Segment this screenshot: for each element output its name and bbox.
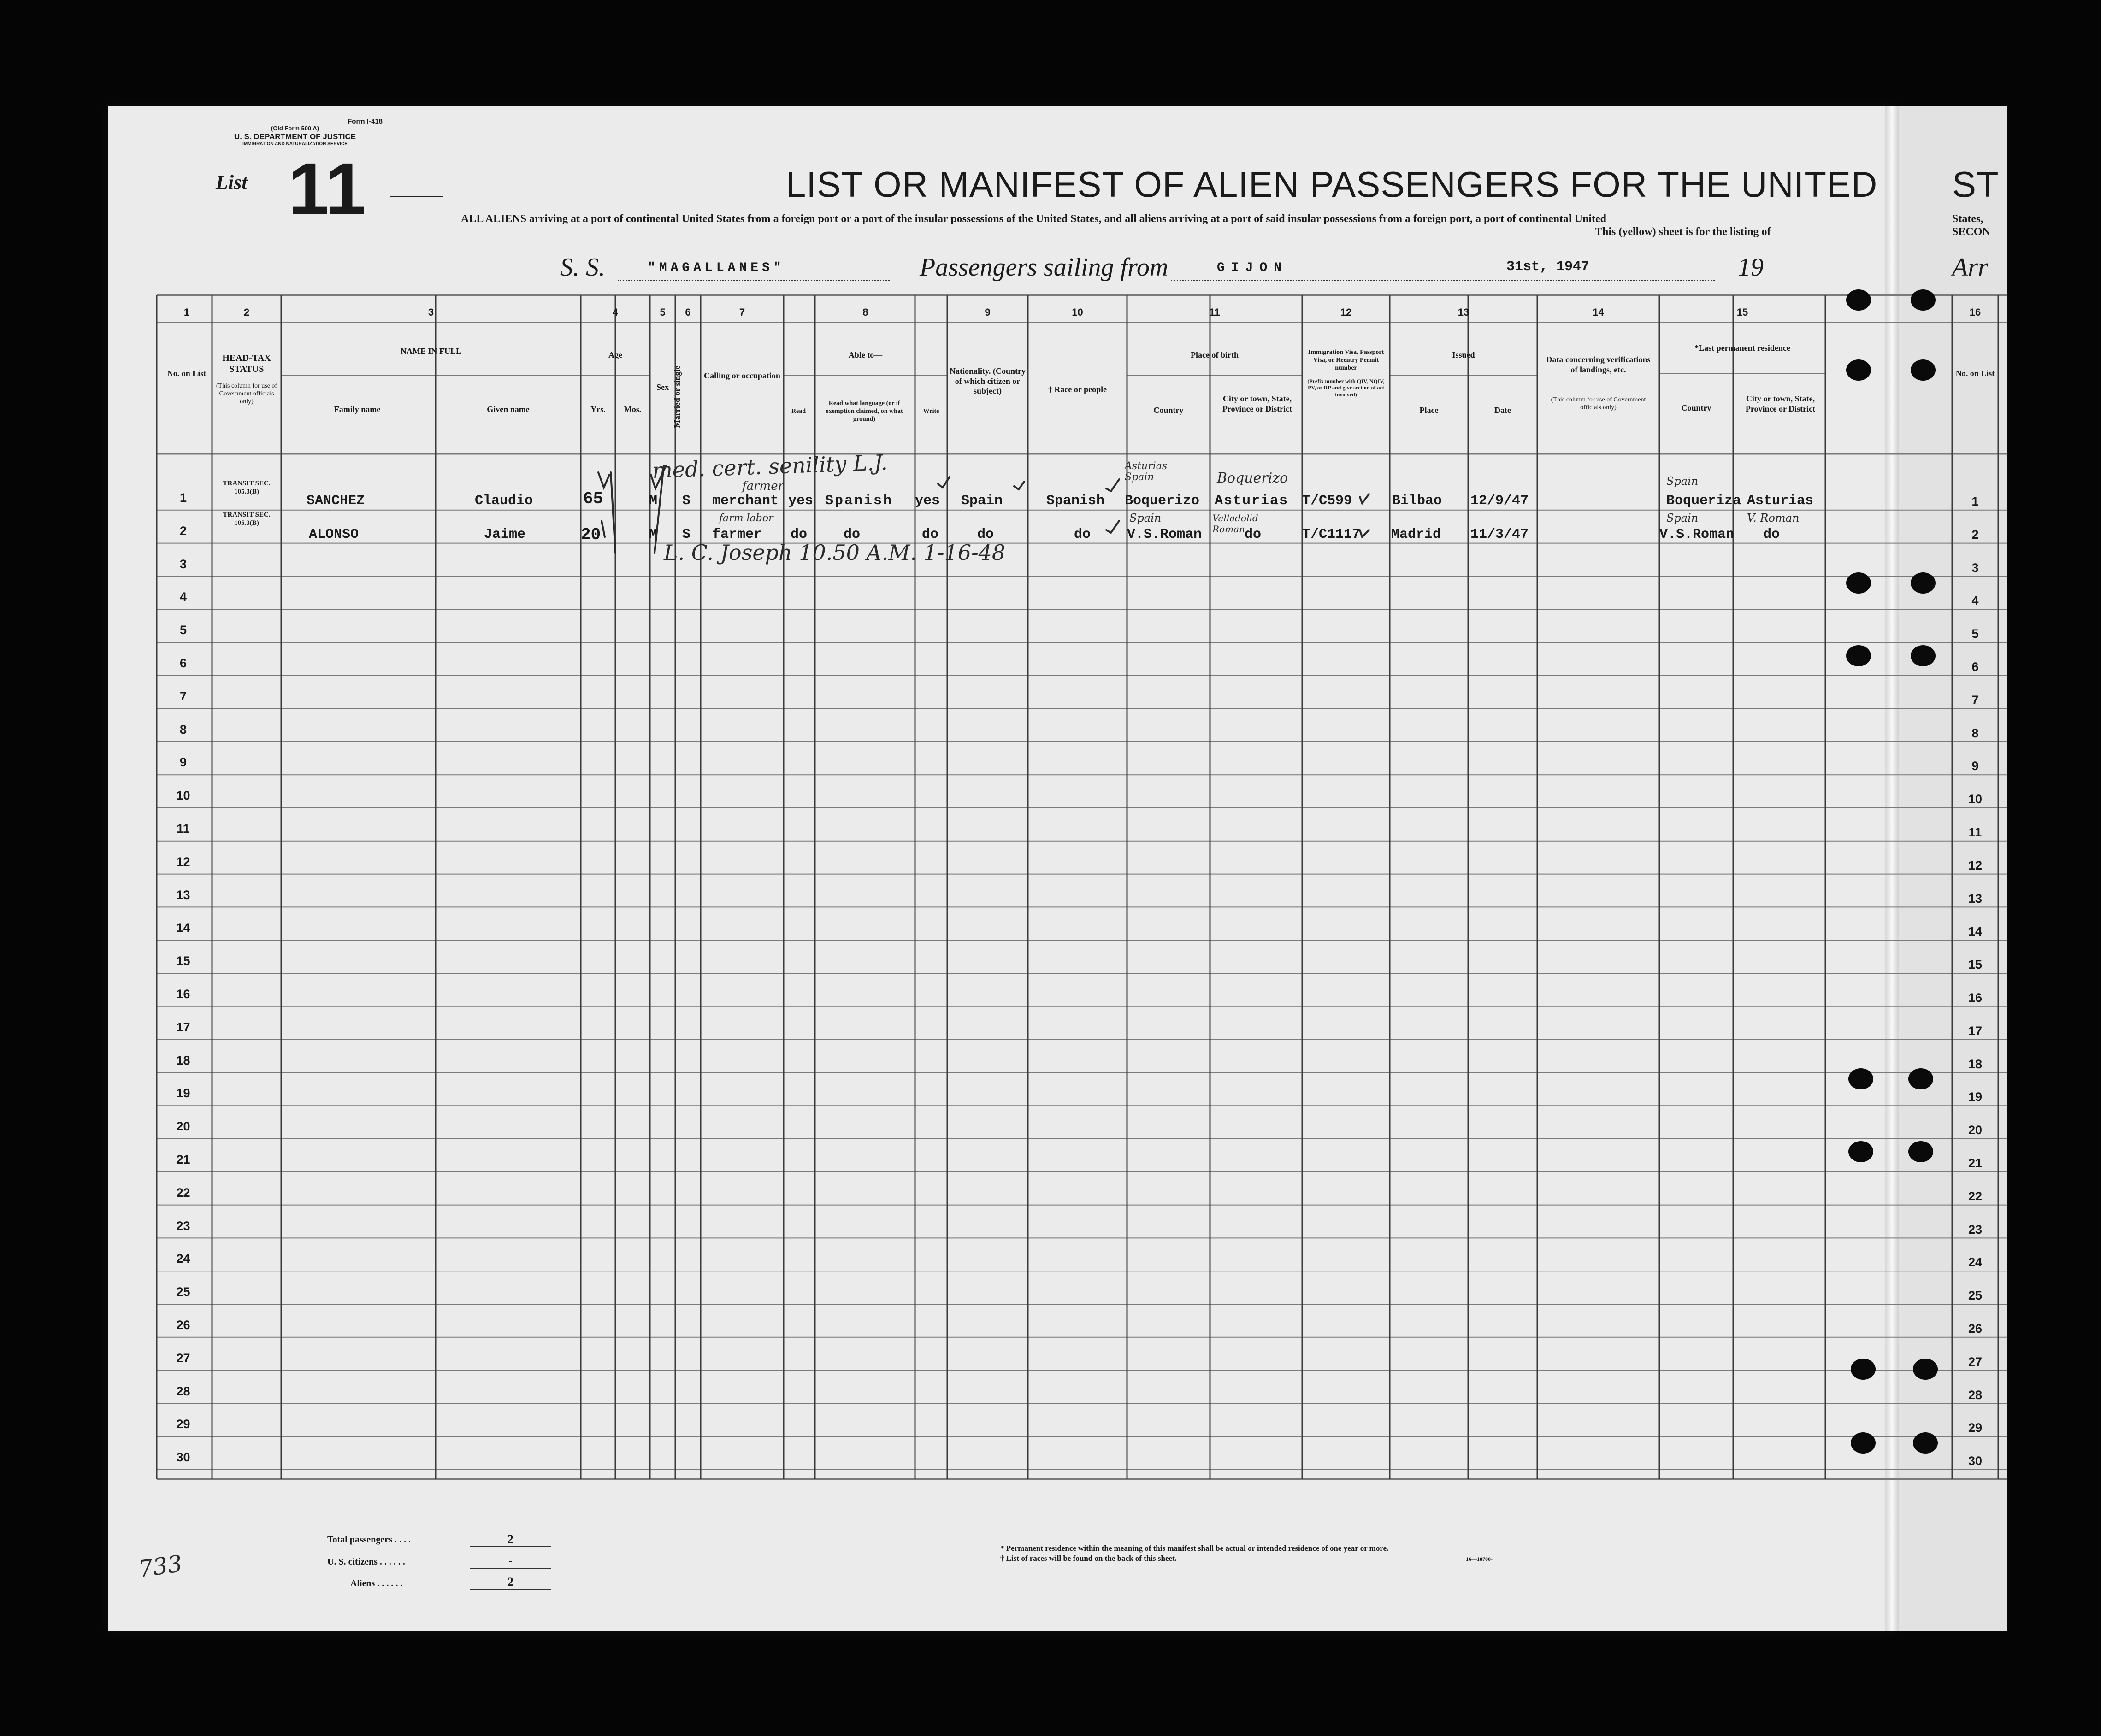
- row1-calling: merchant: [712, 493, 779, 509]
- punch-hole: [1908, 1141, 1933, 1162]
- header-sex: Sex: [656, 383, 669, 392]
- row-number: 24: [1968, 1255, 1983, 1270]
- us-citizens-value: -: [470, 1554, 551, 1569]
- row1-issued-date: 12/9/47: [1470, 493, 1529, 509]
- row1-write: yes: [915, 493, 940, 509]
- row-number: 8: [1971, 726, 1979, 740]
- row2-res-country: V.S.Roman: [1659, 527, 1735, 542]
- colnum-16: 16: [1969, 306, 1981, 318]
- row2-write: do: [922, 527, 939, 542]
- print-code: 16—18700-: [1466, 1556, 1493, 1562]
- row-number: 20: [1968, 1123, 1983, 1137]
- row-number: 16: [176, 987, 190, 1001]
- row-number: 2: [179, 524, 187, 538]
- row1-birth-country: Boquerizo: [1125, 493, 1200, 509]
- row-number: 20: [176, 1119, 190, 1134]
- row2-sex: M: [649, 527, 658, 542]
- row-number: 19: [176, 1086, 190, 1100]
- header-race: † Race or people: [1048, 385, 1107, 394]
- punch-hole: [1911, 289, 1936, 311]
- punch-hole: [1846, 572, 1871, 594]
- tick-row2-age: [602, 521, 605, 537]
- row2-visa: T/C1117: [1302, 527, 1361, 542]
- colnum-6: 6: [685, 306, 691, 318]
- row1-marital: S: [682, 493, 691, 509]
- row2-race: do: [1074, 527, 1091, 542]
- header-place-of-birth: Place of birth: [1191, 350, 1239, 359]
- header-married-single: Married or single: [673, 365, 682, 428]
- row-number: 5: [179, 623, 187, 637]
- header-issued: Issued: [1452, 350, 1475, 359]
- header-landings: Data concerning verifications of landings, etc.: [1546, 355, 1651, 374]
- form-old-number: (Old Form 500 A): [271, 125, 319, 132]
- check-mark-visa-1: [1360, 494, 1369, 503]
- colnum-7: 7: [739, 306, 745, 318]
- row-number: 13: [1968, 891, 1983, 906]
- next-page-sub-1: States,: [1952, 213, 1983, 225]
- row2-head-tax: TRANSIT SEC. 105.3(B): [223, 511, 271, 527]
- row1-given-name: Claudio: [475, 493, 533, 509]
- us-citizens-label-text: U. S. citizens: [327, 1557, 378, 1567]
- row-number: 26: [176, 1318, 190, 1332]
- colnum-15: 15: [1736, 306, 1748, 318]
- row-number: 19: [1968, 1090, 1983, 1104]
- header-head-tax: HEAD-TAX STATUS: [222, 353, 271, 374]
- row-number: 29: [176, 1417, 190, 1431]
- row1-issued-place: Bilbao: [1392, 493, 1442, 509]
- row-number: 25: [176, 1285, 190, 1299]
- instruction-line-1: ALL ALIENS arriving at a port of continental United States from a foreign port or a port of the insular possessions of the United States, and all aliens arriving at a port of said insular possessions from a foreign port, a port of continental United: [461, 213, 1606, 225]
- row-number: 22: [1968, 1189, 1983, 1203]
- colnum-10: 10: [1072, 306, 1083, 318]
- us-citizens-label: U. S. citizens . . . . . .: [327, 1557, 405, 1567]
- row-number: 23: [176, 1218, 190, 1233]
- header-no-on-list: No. on List: [167, 369, 207, 378]
- handwritten-farm-labor-note: farm labor: [719, 512, 773, 524]
- row-number: 4: [179, 590, 187, 604]
- header-age-yrs: Yrs.: [590, 405, 606, 414]
- row-number: 11: [1968, 825, 1982, 839]
- punch-hole: [1851, 1359, 1876, 1380]
- aliens-label-text: Aliens: [350, 1578, 375, 1589]
- header-given-name: Given name: [487, 405, 530, 414]
- row-number: 9: [179, 755, 187, 770]
- row1-head-tax: TRANSIT SEC. 105.3(B): [223, 480, 271, 495]
- check-mark-visa-2: [1360, 530, 1369, 537]
- header-birth-city: City or town, State, Province or District: [1222, 394, 1292, 413]
- row-number: 3: [179, 557, 187, 571]
- list-number: 11: [288, 147, 366, 230]
- punch-hole: [1913, 1359, 1938, 1380]
- colnum-8: 8: [862, 306, 868, 318]
- colnum-12: 12: [1340, 306, 1352, 318]
- header-write: Write: [923, 408, 939, 415]
- row-number: 12: [176, 854, 190, 869]
- header-family-name: Family name: [334, 405, 381, 414]
- row1-sex: M: [649, 493, 658, 509]
- row1-age-yrs: 65: [583, 489, 603, 508]
- header-visa: Immigration Visa, Passport Visa, or Reentry Permit number: [1308, 349, 1384, 371]
- total-passengers-label: Total passengers . . . .: [327, 1535, 411, 1545]
- colnum-11: 11: [1209, 306, 1220, 318]
- row-number: 24: [176, 1252, 190, 1266]
- list-label: List: [216, 171, 248, 194]
- row1-visa: T/C599: [1302, 493, 1352, 509]
- row-number: 11: [177, 822, 190, 836]
- handwritten-res-note-1: Spain: [1666, 475, 1699, 488]
- footnote-races: † List of races will be found on the back of this sheet.: [1000, 1554, 1177, 1563]
- row2-read: do: [791, 527, 808, 542]
- colnum-14: 14: [1593, 306, 1604, 318]
- page-title: LIST OR MANIFEST OF ALIEN PASSENGERS FOR THE UNITED: [786, 164, 1878, 205]
- handwritten-margin-number: 733: [136, 1550, 184, 1583]
- row-number: 26: [1968, 1322, 1983, 1336]
- row-number: 6: [1971, 660, 1979, 674]
- form-number: Form I-418: [348, 118, 383, 125]
- row-number: 1: [179, 491, 187, 505]
- check-mark-nationality: [1014, 482, 1024, 489]
- instruction-line-2: This (yellow) sheet is for the listing of: [1595, 226, 1771, 238]
- total-passengers-value: 2: [470, 1532, 551, 1547]
- aliens-label: Aliens . . . . . .: [350, 1578, 403, 1589]
- row-number: 18: [1968, 1057, 1983, 1071]
- row-number: 28: [1968, 1388, 1983, 1402]
- row2-calling: farmer: [712, 527, 762, 542]
- punch-hole: [1846, 645, 1871, 666]
- header-last-residence: *Last permanent residence: [1694, 343, 1790, 353]
- punch-hole: [1911, 572, 1936, 594]
- sailing-label: Passengers sailing from: [920, 253, 1169, 282]
- header-age-mos: Mos.: [624, 405, 642, 414]
- inspector-signature: L. C. Joseph 10.50 A.M. 1-16-48: [664, 540, 1006, 565]
- punch-hole: [1908, 1068, 1933, 1089]
- header-read: Read: [791, 408, 806, 415]
- header-res-city: City or town, State, Province or District: [1745, 394, 1816, 413]
- header-head-tax-note: (This column for use of Government officials only): [216, 383, 277, 405]
- header-visa-note: (Prefix number with QIV, NQIV, PV, or RP and give section of act involved): [1307, 378, 1385, 398]
- handwritten-birth-note-2b: Valladolid Roman: [1212, 512, 1258, 535]
- header-able-to: Able to—: [848, 350, 883, 359]
- row-number: 7: [1971, 693, 1979, 707]
- header-birth-country: Country: [1153, 406, 1184, 415]
- department-name: U. S. DEPARTMENT OF JUSTICE: [234, 132, 356, 141]
- header-name-in-full: NAME IN FULL: [400, 347, 461, 356]
- check-mark-race-2: [1106, 521, 1119, 533]
- handwritten-birth-note-2: Spain: [1129, 512, 1162, 524]
- row-number: 8: [179, 722, 187, 736]
- row1-language: Spanish: [825, 493, 893, 509]
- colnum-3: 3: [428, 306, 434, 318]
- ship-name: "MAGALLANES": [648, 261, 785, 275]
- handwritten-birth-note-1: Asturias Spain: [1125, 460, 1168, 483]
- row-number: 23: [1968, 1222, 1983, 1236]
- row-number: 22: [176, 1185, 190, 1200]
- row-number: 15: [1968, 958, 1983, 972]
- row-number: 27: [176, 1351, 190, 1365]
- header-issued-place: Place: [1419, 406, 1439, 415]
- row-number: 7: [179, 689, 187, 703]
- ss-label: S. S.: [560, 253, 605, 282]
- header-nationality: Nationality. (Country of which citizen or subject): [950, 366, 1026, 396]
- handwritten-birth-note-1b: Boquerizo: [1217, 470, 1288, 486]
- punch-hole: [1848, 1141, 1873, 1162]
- row-number: 10: [176, 789, 190, 803]
- row-number: 13: [176, 888, 190, 902]
- colnum-5: 5: [660, 306, 666, 318]
- punch-hole: [1913, 1432, 1938, 1454]
- row-number: 21: [1968, 1156, 1983, 1170]
- row-number: 30: [176, 1450, 190, 1465]
- punch-hole: [1848, 1068, 1873, 1089]
- sailing-date: 31st, 1947: [1506, 259, 1590, 275]
- colnum-1: 1: [183, 306, 190, 318]
- punch-hole: [1911, 645, 1936, 666]
- row-number: 21: [176, 1153, 190, 1166]
- row1-family-name: SANCHEZ: [307, 493, 365, 509]
- row2-birth-country: V.S.Roman: [1127, 527, 1202, 542]
- next-header-no-on-list: No. on List: [1955, 369, 1995, 378]
- row-number: 17: [176, 1020, 190, 1034]
- row1-read: yes: [788, 493, 814, 509]
- row-number: 12: [1968, 858, 1983, 872]
- colnum-4: 4: [612, 306, 619, 318]
- row1-birth-city: Asturias: [1215, 493, 1289, 509]
- punch-hole: [1846, 289, 1871, 311]
- check-mark-age-1: [598, 472, 609, 488]
- aliens-value: 2: [470, 1575, 551, 1590]
- footnote-permanent-residence: * Permanent residence within the meaning of this manifest shall be actual or intended residence of one year or more.: [1000, 1544, 1389, 1553]
- row-number: 27: [1968, 1354, 1983, 1369]
- row2-given-name: Jaime: [484, 527, 526, 542]
- next-page-sub-2: SECON: [1952, 226, 1990, 238]
- row-number: 16: [1968, 991, 1983, 1005]
- header-issued-date: Date: [1494, 406, 1511, 415]
- header-age: Age: [608, 350, 622, 359]
- row-number: 2: [1971, 527, 1979, 541]
- header-calling: Calling or occupation: [704, 371, 780, 380]
- punch-hole: [1911, 359, 1936, 381]
- row-number: 30: [1968, 1454, 1983, 1468]
- row-number: 15: [176, 954, 190, 968]
- row-number: 14: [176, 921, 190, 935]
- row2-birth-city: do: [1245, 527, 1262, 542]
- row2-marital: S: [682, 527, 691, 542]
- row1-nationality: Spain: [961, 493, 1003, 509]
- row1-res-country: Boqueriza: [1666, 493, 1741, 509]
- row2-language: do: [844, 527, 861, 542]
- row-number: 6: [179, 656, 187, 670]
- row1-res-city: Asturias: [1747, 493, 1814, 509]
- row1-race: Spanish: [1046, 493, 1105, 509]
- row-number: 3: [1971, 560, 1979, 575]
- row-number: 9: [1971, 759, 1979, 773]
- header-landings-note: (This column for use of Government officials only): [1551, 396, 1646, 411]
- service-name: IMMIGRATION AND NATURALIZATION SERVICE: [242, 141, 348, 147]
- row2-family-name: ALONSO: [309, 527, 359, 542]
- row-number: 14: [1968, 924, 1983, 939]
- row-number: 29: [1968, 1421, 1983, 1435]
- header-read-language: Read what language (or if exemption claimed, on what ground): [826, 400, 903, 423]
- row2-issued-place: Madrid: [1391, 527, 1441, 542]
- punch-hole: [1851, 1432, 1876, 1454]
- header-res-country: Country: [1681, 403, 1711, 412]
- departure-port: GIJON: [1217, 261, 1288, 275]
- row-number: 25: [1968, 1289, 1983, 1303]
- check-mark-write: [938, 477, 950, 488]
- row-number: 5: [1971, 627, 1979, 641]
- row-number: 28: [176, 1384, 190, 1398]
- row-number: 1: [1971, 494, 1979, 508]
- check-mark-race: [1106, 479, 1119, 491]
- check-stroke-age: [611, 472, 615, 553]
- row2-age-yrs: 20: [581, 525, 601, 544]
- colnum-9: 9: [985, 306, 991, 318]
- row2-issued-date: 11/3/47: [1470, 527, 1529, 542]
- handwritten-res-note-2: Spain: [1666, 512, 1699, 524]
- row-number: 4: [1971, 594, 1979, 608]
- handwritten-farmer-note: farmer: [742, 479, 784, 493]
- row2-res-city: do: [1763, 527, 1780, 542]
- next-page-title: ST: [1952, 164, 1999, 205]
- punch-hole: [1846, 359, 1871, 381]
- handwritten-res-note-2b: V. Roman: [1747, 512, 1800, 524]
- colnum-13: 13: [1458, 306, 1470, 318]
- row-number: 18: [176, 1053, 190, 1067]
- row-number: 17: [1968, 1024, 1983, 1038]
- total-passengers-label-text: Total passengers: [327, 1535, 392, 1545]
- handwritten-medical-note: med. cert. senility L.J.: [652, 450, 888, 483]
- colnum-2: 2: [243, 306, 250, 318]
- next-page-arr: Arr: [1952, 253, 1988, 282]
- row-number: 10: [1968, 792, 1983, 806]
- year-label: 19: [1738, 253, 1764, 282]
- row2-nationality: do: [977, 527, 994, 542]
